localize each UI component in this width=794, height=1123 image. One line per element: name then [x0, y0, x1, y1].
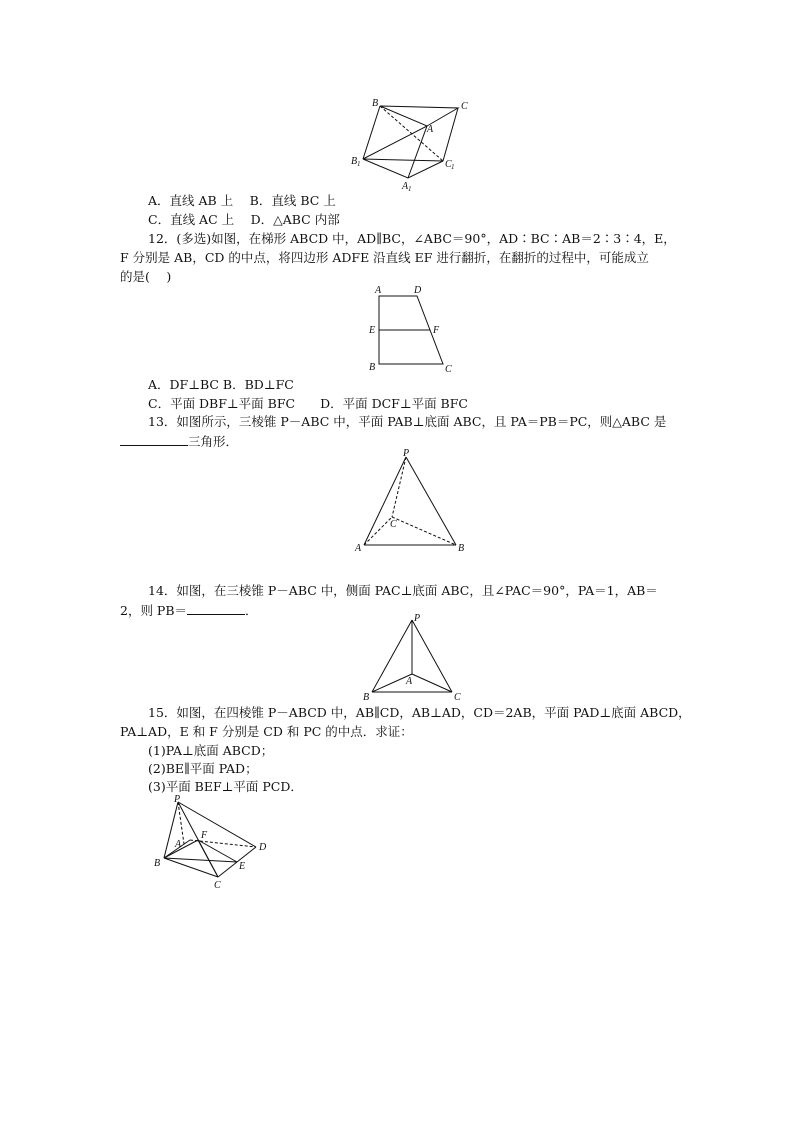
q11-label-a1: A — [402, 181, 409, 192]
q11-label-a: A — [427, 124, 434, 135]
q11-label-b: B — [372, 98, 379, 109]
q11-label-b1: B — [351, 156, 358, 167]
q13-stem-suffix: 三角形． — [188, 434, 239, 449]
q15-pyramid-figure — [150, 792, 275, 894]
q15-label-a: A — [175, 839, 182, 850]
q11-prism-figure — [345, 96, 475, 196]
q14-stem-line1: 14．如图，在三棱锥 P－ABC 中，侧面 PAC⊥底面 ABC，且∠PAC＝90°，PA＝1，AB＝ — [148, 583, 658, 598]
q13-pyramid-figure — [350, 447, 475, 559]
q14-stem-prefix: 2，则 PB＝ — [120, 603, 188, 618]
q15-label-b: B — [154, 858, 161, 869]
q12-label-f: F — [433, 325, 440, 336]
q15-stem-line1: 15．如图，在四棱锥 P－ABCD 中，AB∥CD，AB⊥AD，CD＝2AB，平面 PAD⊥底面 ABCD， — [148, 705, 691, 720]
q15-part-1: (1)PA⊥底面 ABCD； — [148, 743, 274, 758]
q13-label-p: P — [403, 448, 410, 459]
q14-label-c: C — [454, 692, 461, 703]
q13-stem-line2 — [120, 432, 238, 451]
q13-answer-blank[interactable] — [120, 432, 188, 446]
q15-label-c: C — [214, 880, 221, 891]
q12-trapezoid-figure — [365, 282, 465, 377]
q14-label-a: A — [406, 676, 413, 687]
q15-part-3: (3)平面 BEF⊥平面 PCD． — [148, 779, 303, 794]
q11-options-cd: C．直线 AC 上 D．△ABC 内部 — [148, 212, 340, 227]
q11-label-a1-sub: 1 — [408, 185, 412, 193]
q15-label-f: F — [201, 830, 208, 841]
q12-options-ab: A．DF⊥BC B．BD⊥FC — [148, 377, 294, 392]
q11-label-c: C — [461, 101, 468, 112]
q13-label-c: C — [390, 519, 397, 530]
q14-stem-suffix: ． — [245, 603, 258, 618]
q12-label-c: C — [445, 364, 452, 375]
q14-label-b: B — [363, 692, 370, 703]
q12-stem-line1: 12．(多选)如图，在梯形 ABCD 中，AD∥BC，∠ABC＝90°，AD∶BC∶AB＝2∶3∶4，E， — [148, 231, 676, 246]
q15-part-2: (2)BE∥平面 PAD； — [148, 761, 258, 776]
q15-label-e: E — [239, 861, 246, 872]
q11-label-c1: C — [445, 159, 452, 170]
q14-pyramid-figure — [360, 612, 470, 704]
q12-stem-line2: F 分别是 AB，CD 的中点，将四边形 ADFE 沿直线 EF 进行翻折，在翻折的过程中，可能成立 — [120, 250, 649, 265]
q13-stem-line1: 13．如图所示，三棱锥 P－ABC 中，平面 PAB⊥底面 ABC，且 PA＝PB＝PC，则△ABC 是 — [148, 414, 667, 429]
q12-label-a: A — [375, 285, 382, 296]
q12-stem-line3: 的是( ) — [120, 269, 172, 284]
q14-stem-line2 — [120, 601, 258, 620]
q12-options-cd: C．平面 DBF⊥平面 BFC D．平面 DCF⊥平面 BFC — [148, 396, 468, 411]
q13-label-b: B — [458, 543, 465, 554]
q12-label-b: B — [369, 362, 376, 373]
q13-label-a: A — [355, 543, 362, 554]
q14-label-p: P — [414, 613, 421, 624]
q12-label-d: D — [414, 285, 422, 296]
q11-options-ab: A．直线 AB 上 B．直线 BC 上 — [148, 193, 336, 208]
q12-label-e: E — [369, 325, 376, 336]
q14-answer-blank[interactable] — [187, 601, 245, 615]
q11-label-b1-sub: 1 — [357, 160, 361, 168]
q15-label-d: D — [259, 842, 267, 853]
q11-label-c1-sub: 1 — [451, 163, 455, 171]
q15-stem-line2: PA⊥AD，E 和 F 分别是 CD 和 PC 的中点．求证： — [120, 724, 413, 739]
q15-label-p: P — [174, 794, 181, 805]
